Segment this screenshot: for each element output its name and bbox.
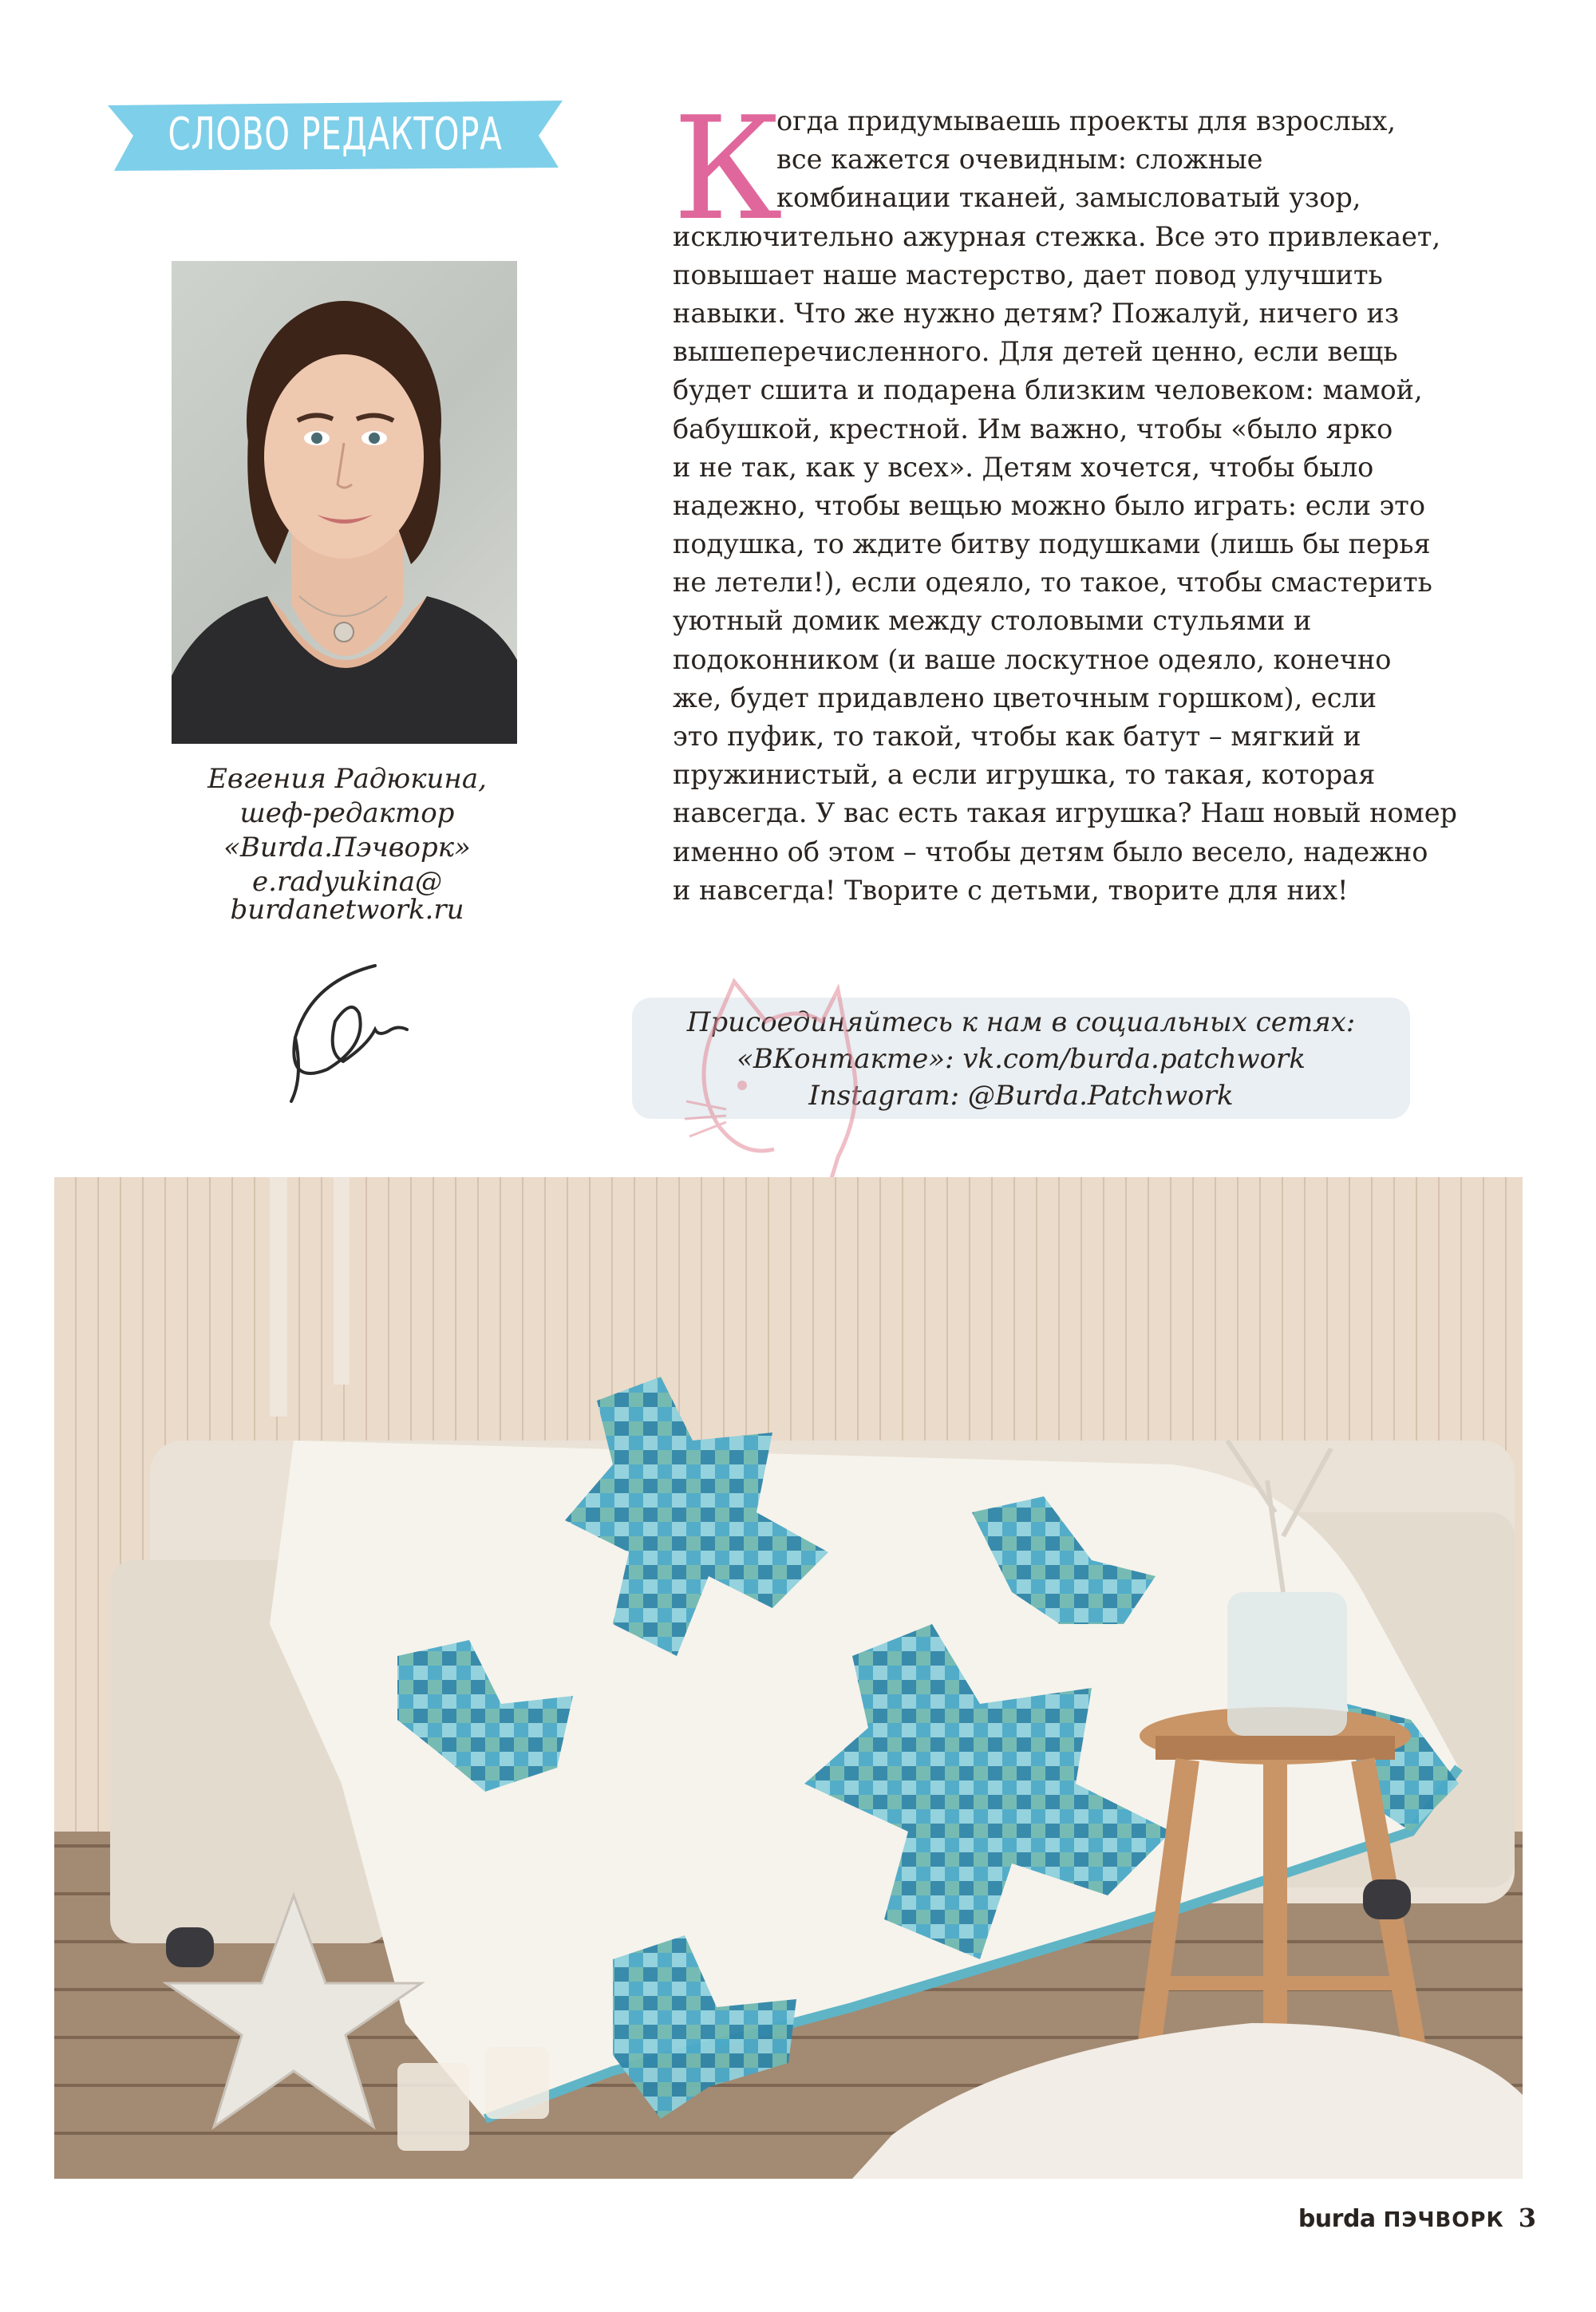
page-number: 3 [1518, 2203, 1536, 2233]
article-line: бабушкой, крестной. Им важно, чтобы «было ярко [673, 413, 1393, 445]
editor-portrait [172, 261, 517, 744]
article-line: будет сшита и подарена близким человеком: мамой, [673, 374, 1423, 406]
section-ribbon [108, 94, 563, 174]
editor-name: Евгения Радюкина, [207, 763, 487, 795]
article-line: именно об этом – чтобы детям было весело, надежно [673, 836, 1428, 867]
article-line: навыки. Что же нужно детям? Пожалуй, ничего из [673, 297, 1400, 329]
editor-signature [279, 950, 447, 1109]
dropcap-letter: К [673, 86, 783, 251]
article-line: уютный домик между столовыми стульями и [673, 605, 1312, 637]
article-line: повышает наше мастерство, дает повод улучшить [673, 259, 1383, 290]
article-line: подушка, то ждите битву подушками (лишь бы перья [673, 528, 1431, 560]
article-line: надежно, чтобы вещью можно было играть: если это [673, 489, 1426, 521]
article-line: вышеперечисленного. Для детей ценно, если вещь [673, 336, 1398, 368]
article-line: исключительно ажурная стежка. Все это привлекает, [673, 220, 1441, 252]
editor-magazine: «Burda.Пэчворк» [223, 832, 471, 864]
article-line: не летели!), если одеяло, то такое, чтобы смастерить [673, 567, 1432, 599]
article-line: пружинистый, а если игрушка, то такая, которая [673, 759, 1376, 791]
article-line: это пуфик, то такой, чтобы как батут – мягкий и [673, 721, 1361, 752]
article-line: же, будет придавлено цветочным горшком), если [673, 682, 1377, 713]
social-instagram-link[interactable]: Instagram: @Burda.Patchwork [808, 1080, 1234, 1112]
article-line: огда придумываешь проекты для взрослых, [776, 105, 1396, 136]
editor-email-line-2[interactable]: burdanetwork.ru [230, 894, 464, 926]
section-title: СЛОВО РЕДАКТОРА [168, 108, 503, 160]
social-heading: Присоединяйтесь к нам в социальных сетях: [686, 1006, 1356, 1038]
editorial-text [673, 86, 1457, 910]
article-line: подоконником (и ваше лоскутное одеяло, конечно [673, 643, 1392, 675]
editor-role: шеф-редактор [239, 797, 455, 829]
editor-caption [160, 762, 535, 927]
article-line: и навсегда! Творите с детьми, творите для них! [673, 874, 1349, 906]
footer-brand: burda ПЭЧВОРК [1298, 2205, 1504, 2233]
article-line: навсегда. У вас есть такая игрушка? Наш новый номер [673, 797, 1457, 829]
editor-email-line-1[interactable]: e.radyukina@ [252, 866, 442, 898]
article-line: комбинации тканей, замысловатый узор, [776, 182, 1361, 214]
article-line: и не так, как у всех». Детям хочется, чтобы было [673, 451, 1374, 483]
article-line: все кажется очевидным: сложные [776, 144, 1263, 176]
quilt-photo [54, 1177, 1523, 2179]
page-footer [1298, 2203, 1536, 2235]
social-vk-link[interactable]: «ВКонтакте»: vk.com/burda.patchwork [737, 1043, 1306, 1075]
